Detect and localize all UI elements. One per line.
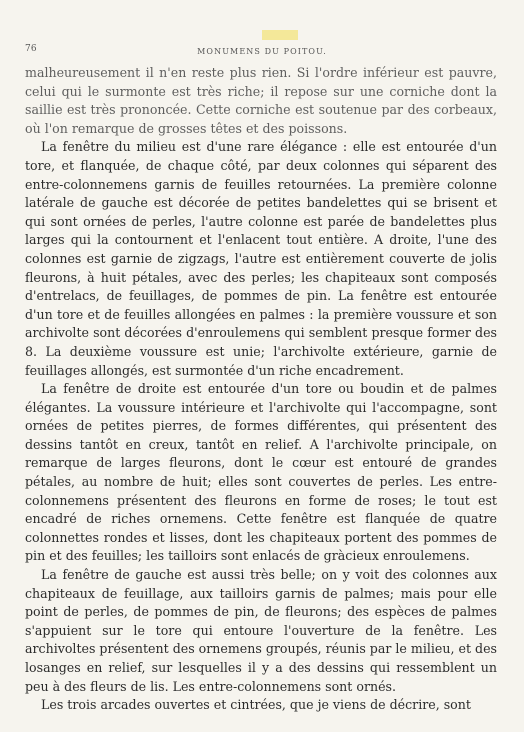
page-header	[25, 42, 499, 60]
running-head: MONUMENS DU POITOU.	[197, 46, 327, 56]
paragraph-5: Les trois arcades ouvertes et cintrées, que je viens de décrire, sont	[41, 697, 471, 713]
paragraph-4: La fenêtre de gauche est aussi très belle; on y voit des colonnes aux chapiteaux de feuillage, aux tailloirs garnis de palmes; mais pour elle point de perles, de pommes de pin, de fleurons; des espèces de palmes s'appuient sur le tore qui entoure l'ouverture de la fenêtre. Les archivoltes présentent des ornemens groupés, réunis par le milieu, et des losanges en relief, sur lesquelles il y a des dessins qui ressemblent un peu à des fleurs de lis. Les entre-colonnemens sont ornés.	[25, 567, 497, 694]
body-text	[25, 64, 497, 715]
paragraph-1: malheureusement il n'en reste plus rien. Si l'ordre inférieur est pauvre, celui qui le surmonte est très riche; il repose sur une corniche dont la saillie est très prononcée. Cette corniche est soutenue par des corbeaux, où l'on remarque de grosses têtes et des poissons.	[25, 65, 497, 136]
paragraph-2: La fenêtre du milieu est d'une rare élégance : elle est entourée d'un tore, et flanquée, de chaque côté, par deux colonnes qui séparent des entre-colonnemens garnis de feuilles retournées. La première colonne latérale de gauche est décorée de petites bandelettes qui se brisent et qui sont ornées de perles, l'autre colonne est parée de bandelettes plus larges qui la contournent et l'enlacent tout entière. A droite, l'une des colonnes est garnie de zigzags, l'autre est entièrement couverte de jolis fleurons, à huit pétales, avec des perles; les chapiteaux sont composés d'entrelacs, de feuillages, de pommes de pin. La fenêtre est entourée d'un tore et de feuilles allongées en palmes : la première voussure et son archivolte sont décorées d'enroulemens qui semblent presque former des 8. La deuxième voussure est unie; l'archivolte extérieure, garnie de feuillages allongés, est surmontée d'un riche encadrement.	[25, 139, 497, 378]
paragraph-3: La fenêtre de droite est entourée d'un tore ou boudin et de palmes élégantes. La voussure intérieure et l'archivolte qui l'accompagne, sont ornées de petites pierres, de formes différentes, qui présentent des dessins tantôt en creux, tantôt en relief. A l'archivolte principale, on remarque de larges fleurons, dont le cœur est entouré de grandes pétales, au nombre de huit; elles sont couvertes de perles. Les entre-colonnemens présentent des fleurons en forme de roses; le tout est encadré de riches ornemens. Cette fenêtre est flanquée de quatre colonnettes rondes et lisses, dont les chapiteaux portent des pommes de pin et des feuilles; les tailloirs sont enlacés de gràcieux enroulemens.	[25, 381, 497, 564]
page-number: 76	[25, 44, 37, 54]
highlight-mark	[262, 30, 298, 40]
